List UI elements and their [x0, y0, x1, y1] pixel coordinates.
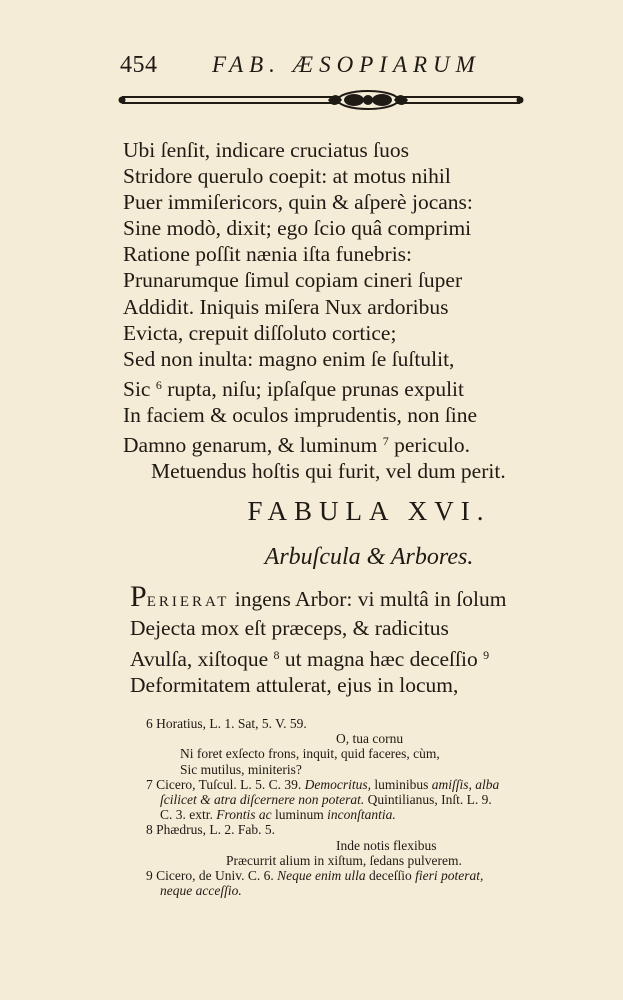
footnote-text: 7 Cicero, Tuſcul. L. 5. C. 39. — [146, 776, 302, 792]
verse-line: Puer immiſericors, quin & aſperè jocans: — [123, 190, 473, 215]
footnote-text: 9 Cicero, de Univ. C. 6. — [146, 868, 278, 884]
note-ref: 6 — [155, 377, 162, 392]
fable-subtitle: Arbuſcula & Arbores. — [264, 544, 474, 570]
footnote-8: 8 Phædrus, L. 2. Fab. 5. — [146, 822, 276, 838]
verse-line: Deformitatem attulerat, ejus in locum, — [130, 672, 459, 697]
verse-block — [123, 137, 543, 484]
footnote-7-cont — [146, 792, 616, 807]
footnote-quote: O, tua cornu — [336, 731, 404, 747]
note-ref: 7 — [382, 434, 389, 449]
page-header — [120, 52, 530, 82]
footnotes — [146, 716, 616, 898]
verse-text: ut magna hæc deceſſio — [279, 646, 478, 671]
verse-line-moral: Metuendus hoſtis qui furit, vel dum perit. — [151, 459, 506, 484]
verse-line: In faciem & oculos imprudentis, non ſine — [123, 402, 478, 427]
footnote-italic: amiſſis, alba — [431, 776, 500, 792]
footnote-9-cont — [146, 883, 616, 898]
verse-text: ingens Arbor: vi multâ in ſolum — [229, 587, 507, 611]
footnote-text: C. 3. extr. — [160, 807, 217, 823]
fable-verse-block — [130, 580, 560, 698]
verse-text: Avulſa, xiſtoque — [130, 646, 269, 671]
verse-line: Ubi ſenſit, indicare cruciatus ſuos — [123, 138, 409, 162]
verse-line — [123, 428, 543, 458]
verse-line: Addidit. Iniquis miſera Nux ardoribus — [123, 294, 449, 319]
note-ref: 8 — [273, 647, 280, 662]
fable-title: FABULA XVI. — [247, 496, 491, 526]
verse-text: Sic — [123, 376, 151, 401]
footnote-italic: ſcilicet & atra diſcernere non poterat. — [160, 792, 365, 808]
verse-line: Prunarumque ſimul copiam cineri ſuper — [123, 268, 463, 293]
footnote-italic: Democritus, — [304, 776, 372, 792]
footnote-6: 6 Horatius, L. 1. Sat, 5. V. 59. — [146, 716, 307, 731]
note-ref: 9 — [483, 647, 490, 662]
page-number: 454 — [120, 52, 158, 78]
verse-text: Damno genarum, & luminum — [123, 433, 378, 458]
flower-ornament-icon — [328, 91, 408, 109]
verse-text: rupta, niſu; ipſaſque prunas expulit — [161, 376, 464, 401]
footnote-9 — [146, 868, 616, 883]
verse-line: Evicta, crepuit diſſoluto cortice; — [123, 320, 397, 345]
footnote-italic: Frontis ac — [216, 807, 272, 823]
footnote-text: luminum — [271, 807, 328, 823]
verse-line: Ratione poſſit nænia iſta funebris: — [123, 242, 413, 267]
drop-cap: P — [130, 580, 147, 613]
first-word: ERIERAT — [146, 594, 230, 610]
verse-line: Sed non inulta: magno enim ſe ſuſtulit, — [123, 346, 455, 371]
footnote-italic: Neque enim ulla — [277, 868, 366, 884]
footnote-7-cont — [146, 807, 616, 822]
running-title: FAB. ÆSOPIARUM — [212, 52, 481, 77]
footnote-italic: fieri poterat, — [415, 868, 484, 884]
verse-line: Dejecta mox eſt præceps, & radicitus — [130, 616, 449, 641]
verse-line: Stridore querulo coepit: at motus nihil — [123, 164, 451, 189]
footnote-text: luminibus — [371, 776, 432, 792]
verse-line — [123, 372, 543, 402]
verse-line — [130, 580, 560, 615]
footnote-italic: neque acceſſio. — [160, 883, 242, 899]
verse-line: Sine modò, dixit; ego ſcio quâ comprimi — [123, 216, 472, 241]
footnote-quote: Præcurrit alium in xiſtum, ſedans pulverem. — [226, 852, 462, 868]
footnote-italic: inconſtantia. — [327, 807, 396, 823]
footnote-7 — [146, 777, 616, 792]
footnote-quote: Sic mutilus, miniteris? — [180, 761, 302, 777]
verse-line — [130, 642, 560, 672]
verse-text: periculo. — [388, 433, 470, 458]
footnote-text: Quintilianus, Inſt. L. 9. — [364, 792, 492, 808]
ornament-rule — [118, 88, 524, 112]
footnote-quote: Ni foret exſecto frons, inquit, quid faceres, cùm, — [180, 746, 440, 762]
footnote-text: deceſſio — [365, 868, 416, 884]
footnote-quote: Inde notis flexibus — [336, 837, 437, 853]
